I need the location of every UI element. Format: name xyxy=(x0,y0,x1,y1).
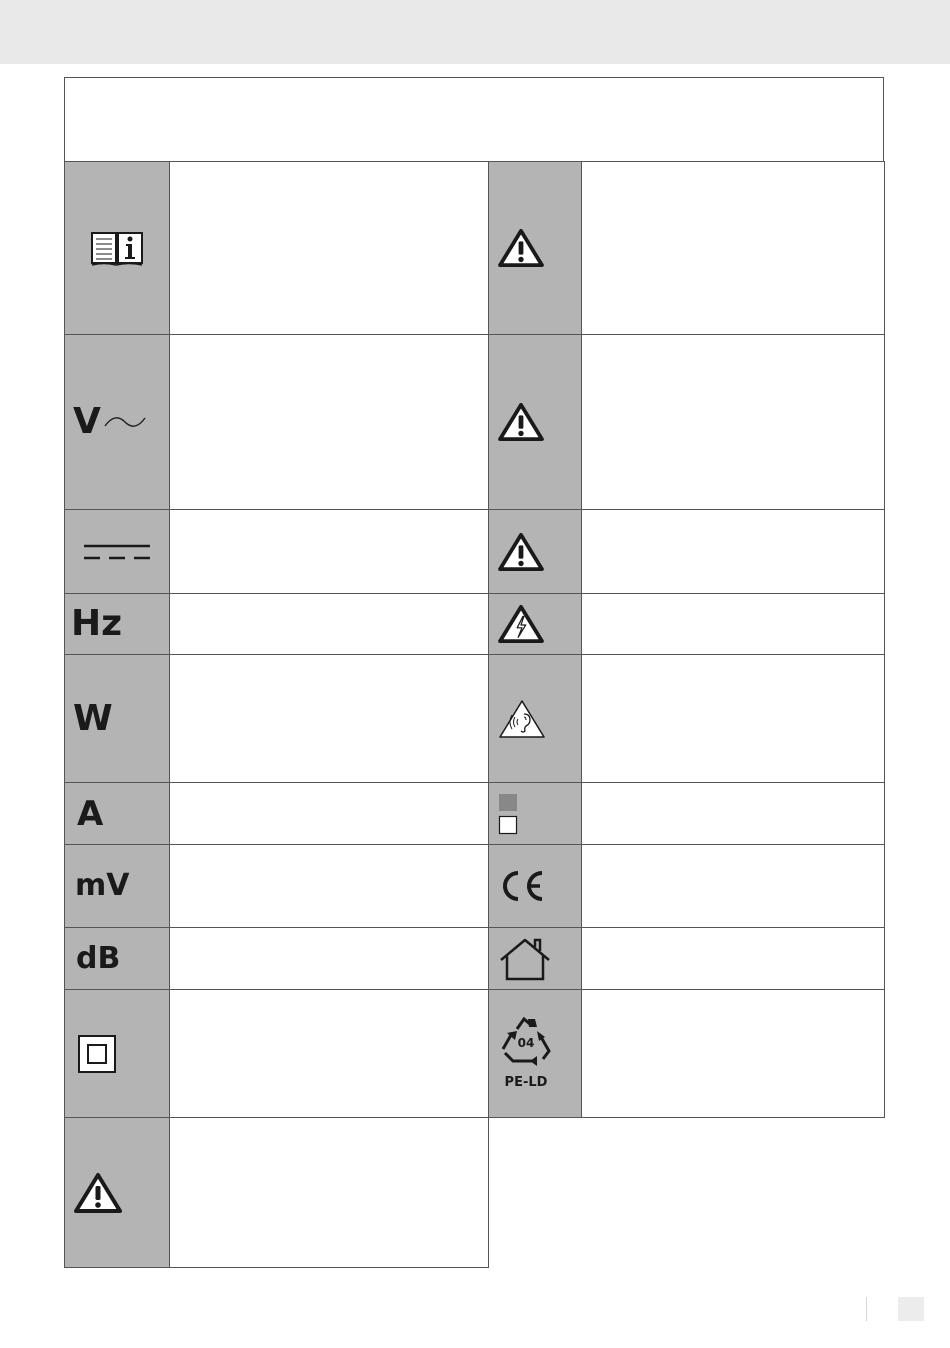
ampere-symbol: A xyxy=(77,793,104,834)
led-indicator-squares-icon xyxy=(489,783,581,844)
recycling-pe-ld-icon xyxy=(489,990,581,1117)
page-number xyxy=(898,1297,924,1321)
volt-ac-symbol: V xyxy=(65,335,169,509)
direct-current-icon xyxy=(65,510,169,593)
protection-class-ii-icon xyxy=(65,990,169,1117)
hertz-symbol: Hz xyxy=(71,603,123,644)
indoor-use-house-icon xyxy=(489,928,581,989)
footer-divider xyxy=(866,1297,867,1321)
warning-triangle-icon xyxy=(489,162,581,334)
decibel-symbol: dB xyxy=(76,940,121,976)
recycling-material-label: PE-LD xyxy=(504,1074,548,1090)
warning-triangle-icon xyxy=(489,335,581,509)
warning-triangle-icon xyxy=(65,1118,169,1267)
read-instructions-icon xyxy=(65,162,169,334)
ce-mark-icon xyxy=(489,845,581,927)
warning-triangle-icon xyxy=(489,510,581,593)
electric-shock-warning-icon xyxy=(489,594,581,654)
hearing-damage-warning-icon xyxy=(489,655,581,782)
recycling-code-label: 04 xyxy=(517,1035,535,1050)
table-title-row xyxy=(64,77,884,161)
millivolt-symbol: mV xyxy=(75,868,130,903)
watt-symbol: W xyxy=(73,697,113,739)
header-band xyxy=(0,0,950,64)
